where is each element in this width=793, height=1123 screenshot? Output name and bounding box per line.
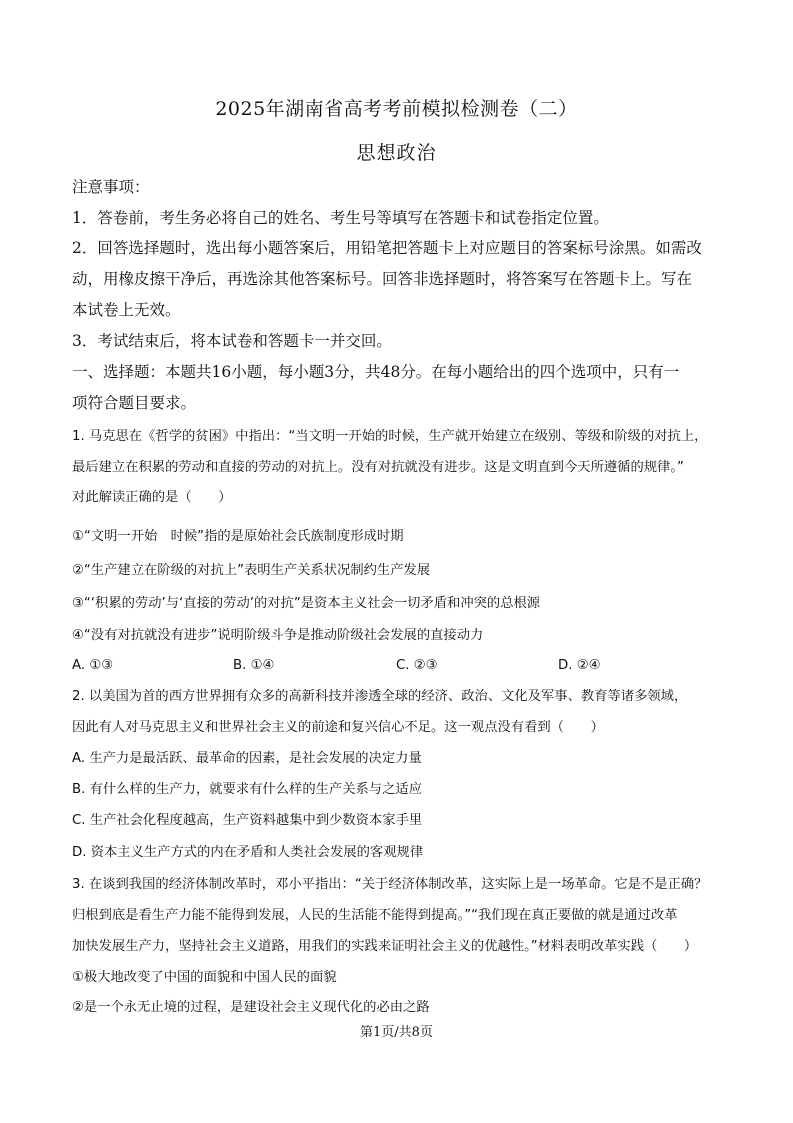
option-d: D. ②④ — [558, 658, 601, 673]
question-item: ②“生产建立在阶级的对抗上”表明生产关系状况制约生产发展 — [72, 563, 431, 578]
question-stem: 归根到底是看生产力能不能得到发展，人民的生活能不能得到提高。”“我们现在真正要做的就是通过改革 — [72, 908, 678, 923]
option-b: B. 有什么样的生产力，就要求有什么样的生产关系与之适应 — [72, 782, 422, 797]
question-stem: 加快发展生产力，坚持社会主义道路，用我们的实践来证明社会主义的优越性。”材料表明改革实践（ ） — [72, 939, 698, 954]
question-stem: 1. 马克思在《哲学的贫困》中指出：“当文明一开始的时候，生产就开始建立在级别、等级和阶级的对抗上， — [72, 429, 708, 444]
question-stem: 因此有人对马克思主义和世界社会主义的前途和复兴信心不足。这一观点没有看到（ ） — [72, 720, 604, 735]
option-b: B. ①④ — [233, 658, 275, 673]
subject-title: 思想政治 — [356, 142, 437, 164]
section-heading: 项符合题目要求。 — [72, 394, 197, 412]
notice-line: 3．考试结束后，将本试卷和答题卡一并交回。 — [72, 332, 392, 350]
question-item: ④“没有对抗就没有进步”说明阶级斗争是推动阶级社会发展的直接动力 — [72, 628, 484, 643]
question-item: ①“文明一开始 时候”指的是原始社会氏族制度形成时期 — [72, 529, 404, 544]
option-a: A. 生产力是最活跃、最革命的因素，是社会发展的决定力量 — [72, 751, 422, 766]
question-stem: 2. 以美国为首的西方世界拥有众多的高新科技并渗透全球的经济、政治、文化及军事、教育等诸多领域， — [72, 689, 688, 704]
option-c: C. ②③ — [396, 658, 438, 673]
notice-line: 2．回答选择题时，选出每小题答案后，用铅笔把答题卡上对应题目的答案标号涂黑。如需改 — [72, 239, 702, 257]
section-heading: 一、选择题：本题共16小题，每小题3分，共48分。在每小题给出的四个选项中，只有一 — [72, 363, 680, 381]
notice-line: 动，用橡皮擦干净后，再选涂其他答案标号。回答非选择题时，将答案写在答题卡上。写在 — [72, 270, 693, 288]
notice-line: 本试卷上无效。 — [72, 301, 181, 319]
notice-line: 1．答卷前，考生务必将自己的姓名、考生号等填写在答题卡和试卷指定位置。 — [72, 209, 609, 227]
option-c: C. 生产社会化程度越高，生产资料越集中到少数资本家手里 — [72, 813, 423, 828]
option-d: D. 资本主义生产方式的内在矛盾和人类社会发展的客观规律 — [72, 845, 424, 860]
question-stem: 对此解读正确的是（ ） — [72, 490, 232, 505]
question-stem: 3. 在谈到我国的经济体制改革时，邓小平指出：“关于经济体制改革，这实际上是一场革命。它是不是正确？ — [72, 877, 708, 892]
question-item: ③“‘积累的劳动’与‘直接的劳动’的对抗”是资本主义社会一切矛盾和冲突的总根源 — [72, 596, 541, 611]
notice-heading: 注意事项： — [72, 178, 150, 196]
exam-title: 2025年湖南省高考考前模拟检测卷（二） — [215, 98, 578, 120]
option-a: A. ①③ — [72, 658, 114, 673]
question-item: ①极大地改变了中国的面貌和中国人民的面貌 — [72, 970, 337, 985]
question-stem: 最后建立在积累的劳动和直接的劳动的对抗上。没有对抗就没有进步。这是文明直到今天所遵循的规律。” — [72, 460, 684, 475]
page-number: 第1页/共8页 — [360, 1025, 433, 1040]
question-item: ②是一个永无止境的过程，是建设社会主义现代化的必由之路 — [72, 1000, 430, 1015]
